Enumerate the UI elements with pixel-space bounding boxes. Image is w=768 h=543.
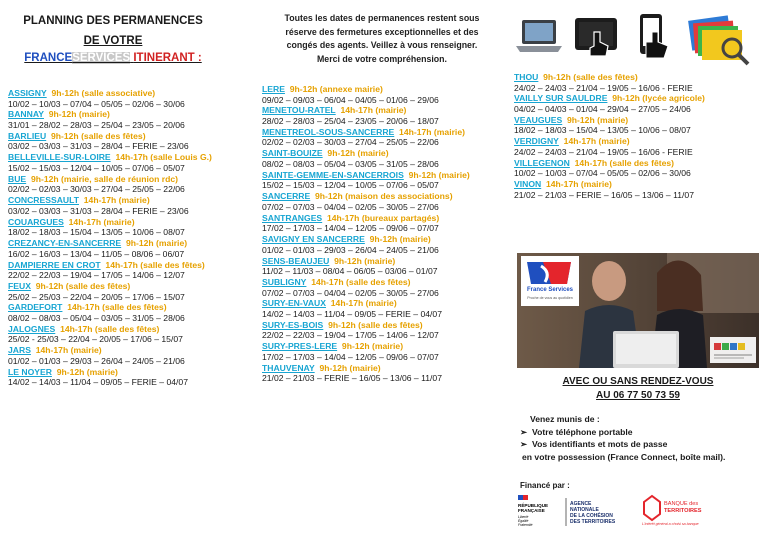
- commune-name: SANCERRE: [262, 191, 311, 202]
- commune-name: JALOGNES: [8, 323, 56, 334]
- page-title: [13, 14, 213, 66]
- schedule-entry: [514, 72, 764, 93]
- commune-name: VAILLY SUR SAULDRE: [514, 93, 608, 104]
- opening-hours: 14h-17h (bureaux partagés): [326, 212, 440, 223]
- commune-name: THAUVENAY: [262, 362, 315, 373]
- schedule-entry: [8, 302, 263, 323]
- partner-logo-mark: [710, 337, 756, 363]
- schedule-entry: [262, 298, 512, 319]
- anct-line: AGENCE: [570, 501, 592, 507]
- commune-name: SAINTE-GEMME-EN-SANCERROIS: [262, 169, 404, 180]
- anct-line: NATIONALE: [570, 507, 599, 513]
- marianne-flag-icon: [521, 258, 579, 288]
- funder-logos: [514, 492, 764, 532]
- schedule-entry: [262, 170, 512, 191]
- france-services-label: France Services: [526, 287, 574, 293]
- opening-hours: 9h-12h (annexe mairie): [289, 84, 383, 94]
- anct-logo: [566, 498, 616, 526]
- opening-hours: 14h-17h (mairie): [83, 195, 150, 206]
- commune-name: SURY-ES-BOIS: [262, 319, 324, 330]
- commune-name: SURY-PRES-LERE: [262, 341, 338, 352]
- opening-hours: 14h-17h (salle des fêtes): [574, 157, 675, 168]
- schedule-entry: [262, 148, 512, 169]
- schedule-entry: [8, 260, 263, 281]
- schedule-entry: [8, 174, 263, 195]
- commune-name: LE NOYER: [8, 366, 52, 377]
- session-dates: 25/02 - 25/03 – 22/04 – 20/05 – 17/06 – 15/07: [8, 334, 183, 345]
- commune-name: DAMPIERRE EN CROT: [8, 259, 101, 270]
- commune-name: SAINT-BOUIZE: [262, 148, 323, 159]
- rf-motto: Égalité: [518, 519, 529, 523]
- session-dates: 24/02 – 24/03 – 21/04 – 19/05 – 16/06 - FERIE: [514, 146, 693, 157]
- session-dates: 14/02 – 14/03 – 11/04 – 09/05 – FERIE – 04/07: [262, 308, 442, 319]
- title-line-2: DE VOTRE: [83, 35, 143, 47]
- session-dates: 02/02 – 02/03 – 30/03 – 27/04 – 25/05 – 22/06: [262, 137, 439, 148]
- intro-line: Merci de votre compréhension.: [316, 53, 448, 64]
- opening-hours: 14h-17h (mairie): [330, 298, 397, 309]
- commune-name: SANTRANGES: [262, 212, 323, 223]
- opening-hours: 9h-12h (maison des associations): [315, 191, 453, 202]
- session-dates: 07/02 – 07/03 – 04/04 – 02/05 – 30/05 – 27/06: [262, 287, 439, 298]
- requirements-heading: Venez munis de :: [530, 414, 600, 424]
- funded-by: Financé par :: [520, 481, 570, 490]
- france-services-tagline: Proche de vous au quotidien: [527, 296, 573, 300]
- commune-name: SAVIGNY EN SANCERRE: [262, 234, 365, 245]
- title-line-1: PLANNING DES PERMANENCES: [23, 15, 203, 27]
- session-dates: 10/02 – 10/03 – 07/04 – 05/05 – 02/06 – 30/06: [514, 168, 691, 179]
- session-dates: 28/02 – 28/03 – 25/04 – 23/05 – 20/06 – 18/07: [262, 116, 439, 127]
- rf-motto: Liberté: [518, 515, 529, 519]
- commune-name: GARDEFORT: [8, 302, 63, 313]
- schedule-entry: [262, 234, 512, 255]
- session-dates: 15/02 – 15/03 – 12/04 – 10/05 – 07/06 – 05/07: [8, 162, 185, 173]
- session-dates: 25/02 – 25/03 – 22/04 – 20/05 – 17/06 – 15/07: [8, 291, 185, 302]
- session-dates: 15/02 – 15/03 – 12/04 – 10/05 – 07/06 – 05/07: [262, 180, 439, 191]
- commune-name: SENS-BEAUJEU: [262, 255, 330, 266]
- requirement-item: ➢ Votre téléphone portable: [520, 426, 633, 437]
- device-icons: [514, 10, 764, 66]
- intro-line: Toutes les dates de permanences restent sous: [284, 13, 480, 23]
- commune-name: FEUX: [8, 280, 31, 291]
- commune-name: COUARGUES: [8, 216, 64, 227]
- anct-line: DES TERRITOIRES: [570, 519, 616, 525]
- opening-hours: 9h-12h (mairie): [125, 238, 188, 249]
- phone-number: AU 06 77 50 73 59: [596, 390, 680, 401]
- session-dates: 18/02 – 18/03 – 15/04 – 13/05 – 10/06 – 08/07: [514, 125, 691, 136]
- schedule-entry: [514, 179, 764, 200]
- opening-hours: 14h-17h (salle Louis G.): [115, 152, 212, 163]
- session-dates: 16/02 – 16/03 – 13/04 – 11/05 – 08/06 – 06/07: [8, 248, 185, 259]
- requirement-text: Votre téléphone portable: [531, 426, 633, 437]
- session-dates: 02/02 – 02/03 – 30/03 – 27/04 – 25/05 – 22/06: [8, 184, 185, 195]
- opening-hours: 9h-12h (salle des fêtes): [328, 319, 423, 330]
- schedule-entry: [514, 158, 764, 179]
- schedule-entry: [262, 320, 512, 341]
- folders-icon: [686, 10, 754, 66]
- schedule-list-middle: [262, 84, 512, 384]
- opening-hours: 9h-12h (mairie): [56, 366, 118, 377]
- schedule-entry: [514, 136, 764, 157]
- opening-hours: 9h-12h (salle des fêtes): [35, 280, 131, 291]
- opening-hours: 9h-12h (mairie): [567, 114, 629, 125]
- opening-hours: 14h-17h (mairie): [563, 136, 630, 147]
- opening-hours: 9h-12h (mairie): [48, 109, 110, 120]
- schedule-entry: [514, 93, 764, 114]
- opening-hours: 14h-17h (mairie): [340, 105, 407, 116]
- commune-name: MENETOU-RATEL: [262, 105, 336, 116]
- session-dates: 04/02 – 04/03 – 01/04 – 29/04 – 27/05 – 24/06: [514, 104, 691, 115]
- commune-name: LERE: [262, 84, 285, 94]
- session-dates: 24/02 – 24/03 – 21/04 – 19/05 – 16/06 - FERIE: [514, 82, 693, 93]
- commune-name: THOU: [514, 72, 539, 82]
- opening-hours: 9h-12h (lycée agricole): [612, 93, 705, 104]
- opening-hours: 14h-17h (salle des fêtes): [105, 259, 205, 270]
- opening-hours: 9h-12h (salle associative): [51, 88, 156, 98]
- intro-line: réserve des fermetures exceptionnelles et des: [285, 26, 479, 37]
- session-dates: 21/02 – 21/03 – FERIE – 16/05 – 13/06 – 11/07: [262, 373, 442, 384]
- session-dates: 18/02 – 18/03 – 15/04 – 13/05 – 10/06 – 08/07: [8, 227, 185, 238]
- schedule-entry: [514, 115, 764, 136]
- commune-name: VILLEGENON: [514, 157, 570, 168]
- laptop-icon: [514, 16, 564, 58]
- session-dates: 07/02 – 07/03 – 04/04 – 02/05 – 30/05 – 27/06: [262, 201, 439, 212]
- brand-france: FRANCE: [24, 52, 73, 64]
- opening-hours: 9h-12h (mairie): [341, 341, 404, 352]
- bdt-line: TERRITOIRES: [664, 508, 702, 514]
- schedule-entry: [262, 341, 512, 362]
- commune-name: VERDIGNY: [514, 136, 559, 147]
- tablet-touch-icon: [572, 12, 620, 60]
- session-dates: 08/02 – 08/03 – 05/04 – 03/05 – 31/05 – 28/06: [262, 158, 439, 169]
- schedule-entry: [8, 281, 263, 302]
- schedule-entry: [8, 217, 263, 238]
- schedule-entry: [262, 84, 512, 105]
- brand-title: [13, 51, 213, 66]
- brand-services: SERVICES: [72, 52, 131, 64]
- commune-name: BANNAY: [8, 109, 44, 120]
- session-dates: 01/02 – 01/03 – 29/03 – 26/04 – 24/05 – 21/06: [262, 244, 439, 255]
- requirement-item: ➢ Vos identifiants et mots de passe: [520, 439, 668, 449]
- opening-hours: 14h-17h (mairie): [68, 216, 135, 227]
- rf-line: RÉPUBLIQUE: [518, 503, 549, 508]
- opening-hours: 9h-12h (mairie): [319, 362, 381, 373]
- anct-line: DE LA COHÉSION: [570, 513, 613, 519]
- schedule-entry: [262, 213, 512, 234]
- commune-name: BARLIEU: [8, 130, 47, 141]
- commune-name: BELLEVILLE-SUR-LOIRE: [8, 152, 111, 163]
- opening-hours: 14h-17h (mairie): [399, 126, 465, 137]
- partner-logo: [710, 337, 756, 363]
- schedule-entry: [8, 238, 263, 259]
- requirement-continuation: en votre possession (France Connect, boîte mail).: [522, 451, 726, 462]
- schedule-entry: [8, 367, 263, 388]
- appointment-line: AVEC OU SANS RENDEZ-VOUS: [562, 376, 714, 387]
- appointment-info: [514, 375, 762, 403]
- session-dates: 10/02 – 10/03 – 07/04 – 05/05 – 02/06 – 30/06: [8, 98, 185, 109]
- commune-name: SURY-EN-VAUX: [262, 298, 326, 309]
- schedule-entry: [8, 131, 263, 152]
- schedule-entry: [8, 88, 263, 109]
- opening-hours: 14h-17h (salle des fêtes): [67, 302, 167, 313]
- schedule-entry: [262, 363, 512, 384]
- opening-hours: 9h-12h (mairie): [369, 234, 431, 245]
- session-dates: 03/02 – 03/03 – 31/03 – 28/04 – FERIE – 23/06: [8, 205, 189, 216]
- commune-name: CONCRESSAULT: [8, 195, 79, 206]
- commune-name: MENETREOL-SOUS-SANCERRE: [262, 126, 395, 137]
- session-dates: 21/02 – 21/03 – FERIE – 16/05 – 13/06 – 11/07: [514, 189, 694, 200]
- session-dates: 08/02 – 08/03 – 05/04 – 03/05 – 31/05 – 28/06: [8, 312, 185, 323]
- opening-hours: 14h-17h (salle des fêtes): [311, 276, 411, 287]
- opening-hours: 9h-12h (salle des fêtes): [50, 130, 146, 141]
- schedule-entry: [8, 109, 263, 130]
- session-dates: 17/02 – 17/03 – 14/04 – 12/05 – 09/06 – 07/07: [262, 223, 439, 234]
- republique-francaise-logo: [518, 495, 548, 527]
- schedule-entry: [262, 277, 512, 298]
- opening-hours: 9h-12h (mairie): [327, 148, 389, 159]
- session-dates: 01/02 – 01/03 – 29/03 – 26/04 – 24/05 – 21/06: [8, 355, 185, 366]
- schedule-entry: [262, 105, 512, 126]
- france-services-photo: [517, 253, 759, 368]
- schedule-list-left: [8, 88, 263, 388]
- smartphone-icon: [634, 12, 674, 62]
- commune-name: VEAUGUES: [514, 114, 563, 125]
- session-dates: 11/02 – 11/03 – 08/04 – 06/05 – 03/06 – 01/07: [262, 266, 438, 277]
- session-dates: 22/02 – 22/03 – 19/04 – 17/05 – 14/06 – 12/07: [8, 270, 185, 281]
- schedule-entry: [262, 127, 512, 148]
- commune-name: ASSIGNY: [8, 88, 47, 98]
- commune-name: VINON: [514, 179, 542, 190]
- schedule-entry: [262, 191, 512, 212]
- opening-hours: 14h-17h (mairie): [35, 345, 102, 356]
- commune-name: BUE: [8, 173, 27, 184]
- session-dates: 22/02 – 22/03 – 19/04 – 17/05 – 14/06 – 12/07: [262, 330, 439, 341]
- schedule-entry: [262, 256, 512, 277]
- intro-notice: [262, 12, 502, 66]
- opening-hours: 14h-17h (mairie): [546, 179, 612, 190]
- opening-hours: 9h-12h (mairie): [408, 169, 470, 180]
- session-dates: 31/01 – 28/02 – 28/03 – 25/04 – 23/05 – 20/06: [8, 120, 185, 131]
- schedule-list-right: [514, 72, 764, 201]
- rf-line: FRANÇAISE: [518, 508, 545, 513]
- session-dates: 17/02 – 17/03 – 14/04 – 12/05 – 09/06 – 07/07: [262, 351, 439, 362]
- schedule-entry: [8, 195, 263, 216]
- banque-des-territoires-logo: [642, 496, 702, 526]
- opening-hours: 9h-12h (mairie, salle de réunion rdc): [30, 173, 179, 184]
- intro-line: congés des agents. Veillez à vous renseigner.: [286, 40, 478, 50]
- session-dates: 14/02 – 14/03 – 11/04 – 09/05 – FERIE – 04/07: [8, 377, 188, 388]
- session-dates: 03/02 – 03/03 – 31/03 – 28/04 – FERIE – 23/06: [8, 141, 189, 152]
- commune-name: CREZANCY-EN-SANCERRE: [8, 238, 122, 249]
- session-dates: 09/02 – 09/03 – 06/04 – 04/05 – 01/06 – 29/06: [262, 94, 439, 105]
- brand-itinerant: ITINERANT :: [133, 52, 202, 64]
- opening-hours: 9h-12h (mairie): [334, 255, 396, 266]
- bdt-tagline: L'intérêt général a choisi sa banque: [642, 522, 699, 526]
- opening-hours: 14h-17h (salle des fêtes): [60, 323, 160, 334]
- schedule-entry: [8, 345, 263, 366]
- france-services-logo: [521, 256, 579, 306]
- rf-motto: Fraternité: [518, 523, 533, 527]
- opening-hours: 9h-12h (salle des fêtes): [543, 72, 638, 82]
- commune-name: SUBLIGNY: [262, 276, 307, 287]
- schedule-entry: [8, 324, 263, 345]
- schedule-entry: [8, 152, 263, 173]
- bdt-line: BANQUE des: [664, 501, 699, 507]
- commune-name: JARS: [8, 345, 31, 356]
- requirements: [514, 413, 764, 463]
- requirement-text: Vos identifiants et mots de passe: [531, 439, 668, 449]
